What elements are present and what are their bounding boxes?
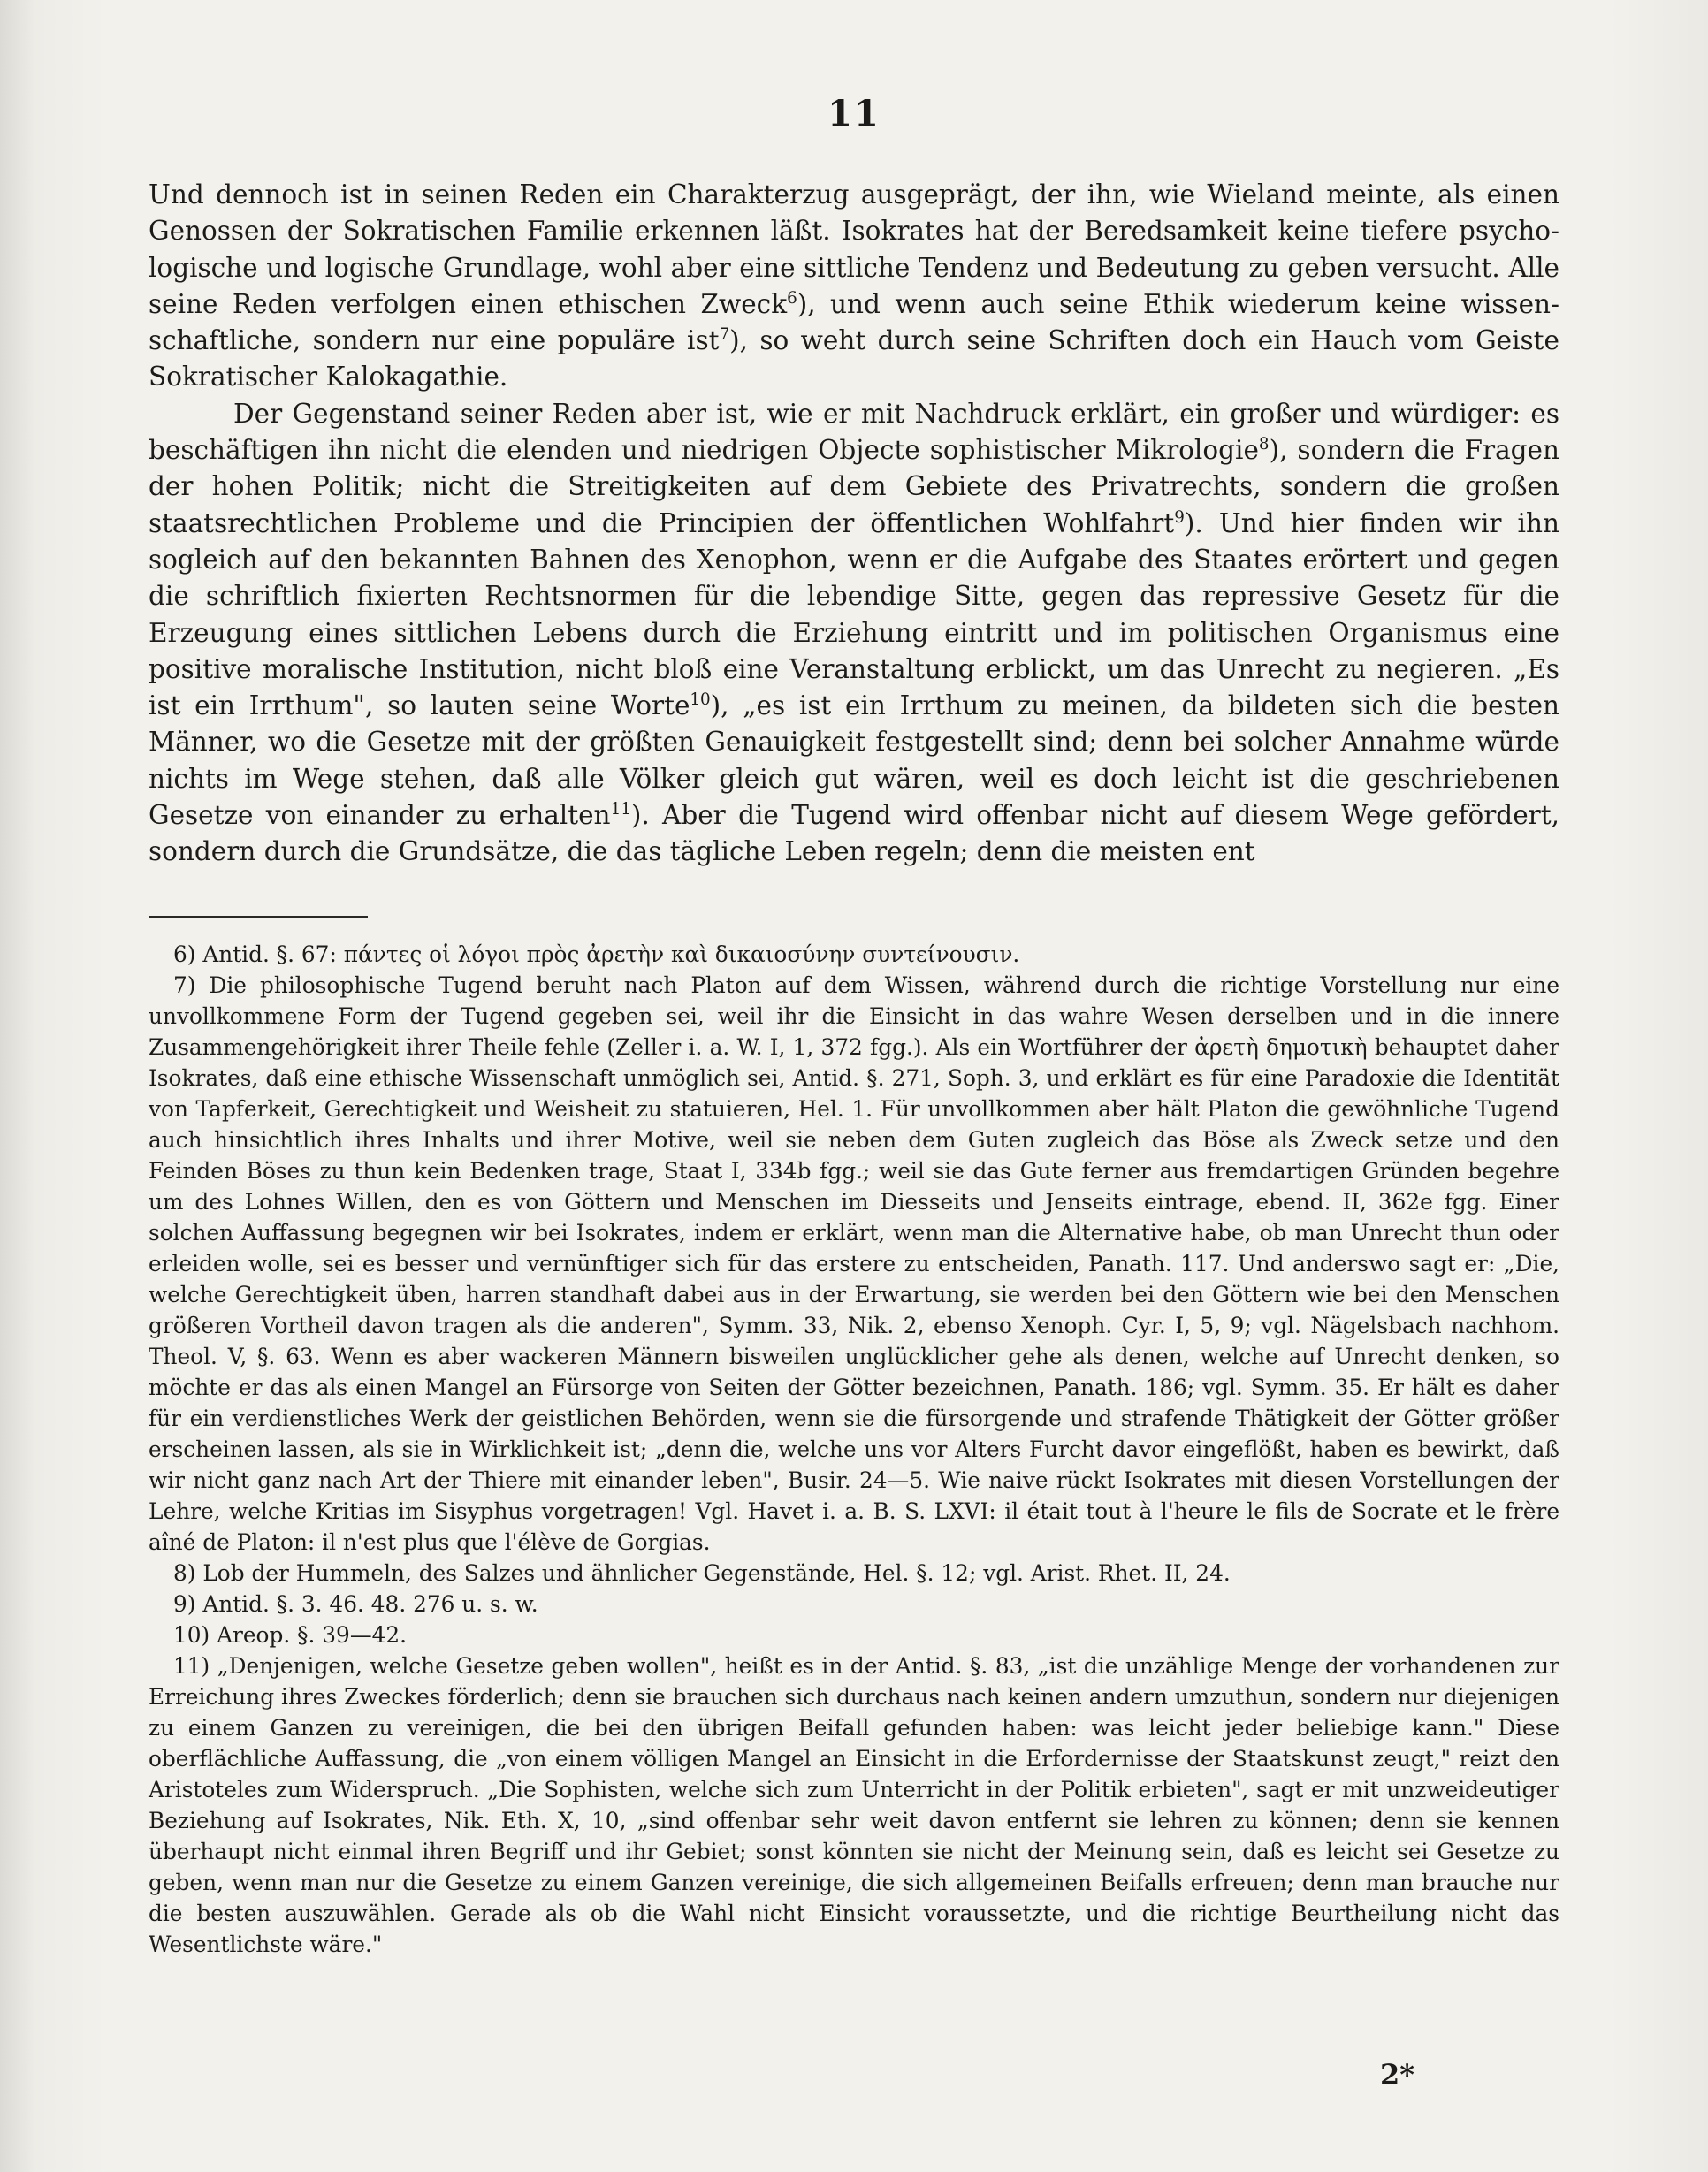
footnote-ref: 11	[610, 800, 631, 819]
footnote-ref: 6	[787, 289, 797, 309]
footnote-10: 10) Areop. §. 39—42.	[173, 1622, 408, 1648]
footnote-ref: 10	[690, 690, 711, 710]
main-text	[149, 177, 1559, 871]
printer-signature: 2*	[1380, 2058, 1414, 2092]
text-run: ), sondern die Fragen der hohen Politik; nicht die Streitigkeiten auf dem Gebiete des Privatrechts, sondern die großen staatsrechtlichen Probleme und die Principien der öffentlichen Wohlfahrt	[149, 435, 1559, 538]
footnote-6: 6) Antid. §. 67: πάντες οἱ λόγοι πρὸς ἀρετὴν καὶ δικαιοσύνην συντείνουσιν.	[173, 941, 1020, 967]
text-run: ), „es ist ein Irrthum zu meinen, da bildeten sich die besten Männer, wo die Gesetze mit der größten Genauigkeit festgestellt sind; denn bei solcher Annahme würde nichts im Wege stehen, daß alle Völker gleich gut wären, weil es doch leicht ist die geschriebenen Gesetze von einander zu erhalten	[149, 690, 1559, 831]
text-run: Und dennoch ist in seinen Reden ein Charakterzug ausgeprägt, der ihn, wie Wieland meinte, als einen Genossen der Sokratischen Familie erkennen läßt. Isokrates hat der Beredsamkeit keine tiefere psychologische und logische Grundlage, wohl aber eine sittliche Tendenz und Bedeutung zu geben versucht. Alle seine Reden verfolgen einen ethischen Zweck	[149, 179, 1559, 319]
paragraph-1	[149, 177, 1559, 396]
footnote-7: 7) Die philosophische Tugend beruht nach Platon auf dem Wissen, während durch die richtige Vorstellung nur eine unvollkommene Form der Tugend gegeben sei, weil ihr die Einsicht in das wahre Wesen derselben und in die innere Zusammengehörigkeit ihrer Theile fehle (Zeller i. a. W. I, 1, 372 fgg.). Als ein Wortführer der ἀρετὴ δημοτικὴ behauptet daher Isokrates, daß eine ethische Wissenschaft unmöglich sei, Antid. §. 271, Soph. 3, und erklärt es für eine Paradoxie die Identität von Tapferkeit, Gerechtigkeit und Weisheit zu statuieren, Hel. 1. Für unvollkommen aber hält Platon die gewöhnliche Tugend auch hinsichtlich ihres Inhalts und ihrer Motive, weil sie neben dem Guten zugleich das Böse als Zweck setze und den Feinden Böses zu thun kein Bedenken trage, Staat I, 334b fgg.; weil sie das Gute ferner aus fremdartigen Gründen begehre um des Lohnes Willen, den es von Göttern und Menschen im Diesseits und Jenseits eintrage, ebend. II, 362e fgg. Einer solchen Auffassung begegnen wir bei Isokrates, indem er erklärt, wenn man die Alternative habe, ob man Unrecht thun oder erleiden wolle, sei es besser und vernünftiger sich für das erstere zu entscheiden, Panath. 117. Und anderswo sagt er: „Die, welche Gerechtigkeit üben, harren standhaft dabei aus in der Erwartung, sie werden bei den Göttern wie bei den Menschen größeren Vortheil davon tragen als die anderen", Symm. 33, Nik. 2, ebenso Xenoph. Cyr. I, 5, 9; vgl. Nägelsbach nachhom. Theol. V, §. 63. Wenn es aber wackeren Männern bisweilen unglücklicher gehe als denen, welche auf Unrecht denken, so möchte er das als einen Mangel an Fürsorge von Seiten der Götter bezeichnen, Panath. 186; vgl. Symm. 35. Er hält es daher für ein verdienstliches Werk der geistlichen Behörden, wenn sie die fürsorgende und strafende Thätigkeit der Götter größer erscheinen lassen, als sie in Wirklichkeit ist; „denn die, welche uns vor Alters Furcht davor eingeflößt, haben es bewirkt, daß wir nicht ganz nach Art der Thiere mit einander leben", Busir. 24—5. Wie naive rückt Isokrates mit diesen Vorstellungen der Lehre, welche Kritias im Sisyphus vorgetragen! Vgl. Havet i. a. B. S. LXVI: il était tout à l'heure le fils de Socrate et le frère aîné de Platon: il n'est plus que l'élève de Gorgias.	[149, 972, 1559, 1555]
footnote-8: 8) Lob der Hummeln, des Salzes und ähnlicher Gegenstände, Hel. §. 12; vgl. Arist. Rhet. II, 24.	[173, 1560, 1231, 1586]
text-run: ), so weht durch seine Schriften doch ein Hauch vom Geiste Sokratischer Kalokagathie.	[149, 325, 1559, 392]
footnote-ref: 8	[1258, 435, 1270, 454]
footnote-11: 11) „Denjenigen, welche Gesetze geben wollen", heißt es in der Antid. §. 83, „ist die unzählige Menge der vorhandenen zur Erreichung ihres Zweckes förderlich; denn sie brauchen sich durchaus nach keinen andern umzuthun, sondern nur diejenigen zu einem Ganzen zu vereinigen, die bei den übrigen Beifall gefunden haben: was leicht jeder beliebige kann." Diese oberflächliche Auffassung, die „von einem völligen Mangel an Einsicht in die Erfordernisse der Staatskunst zeugt," reizt den Aristoteles zum Widerspruch. „Die Sophisten, welche sich zum Unterricht in der Politik erbieten", sagt er mit unzweideutiger Beziehung auf Isokrates, Nik. Eth. X, 10, „sind offenbar sehr weit davon entfernt sie lehren zu können; denn sie kennen überhaupt nicht einmal ihren Begriff und ihr Gebiet; sonst könnten sie nicht der Meinung sein, daß es leicht sei Gesetze zu geben, wenn man nur die Gesetze zu einem Ganzen vereinige, die sich allgemeinen Beifalls erfreuen; denn man brauche nur die besten auszuwählen. Gerade als ob die Wahl nicht Einsicht voraussetzte, und die richtige Beurtheilung nicht das Wesentlichste wäre."	[149, 1653, 1559, 1957]
footnote-9: 9) Antid. §. 3. 46. 48. 276 u. s. w.	[173, 1591, 538, 1617]
paragraph-2	[149, 396, 1559, 871]
footnote-ref: 7	[719, 325, 730, 345]
footnote-separator	[149, 916, 368, 918]
text-run: ). Und hier finden wir ihn sogleich auf den bekannten Bahnen des Xenophon, wenn er die Aufgabe des Staates erörtert und gegen die schriftlich fixierten Rechtsnormen für die lebendige Sitte, gegen das repressive Gesetz für die Erzeugung eines sittlichen Lebens durch die Erziehung eintritt und im politischen Organismus eine positive moralische Institution, nicht bloß eine Veranstaltung erblickt, um das Unrecht zu negieren. „Es ist ein Irrthum", so lauten seine Worte	[149, 507, 1559, 721]
page-number: 11	[827, 93, 881, 134]
footnote-ref: 9	[1174, 507, 1185, 527]
footnotes	[149, 939, 1559, 1960]
text-run: ). Aber die Tugend wird offenbar nicht auf diesem Wege gefördert, sondern durch die Grundsätze, die das tägliche Leben regeln; denn die meisten ent	[149, 800, 1559, 867]
text-run: ), und wenn auch seine Ethik wiederum keine wissenschaftliche, sondern nur eine populäre ist	[149, 288, 1559, 356]
text-run: Der Gegenstand seiner Reden aber ist, wie er mit Nachdruck erklärt, ein großer und würdiger: es beschäftigen ihn nicht die elenden und niedrigen Objecte sophistischer Mikrologie	[149, 398, 1559, 466]
